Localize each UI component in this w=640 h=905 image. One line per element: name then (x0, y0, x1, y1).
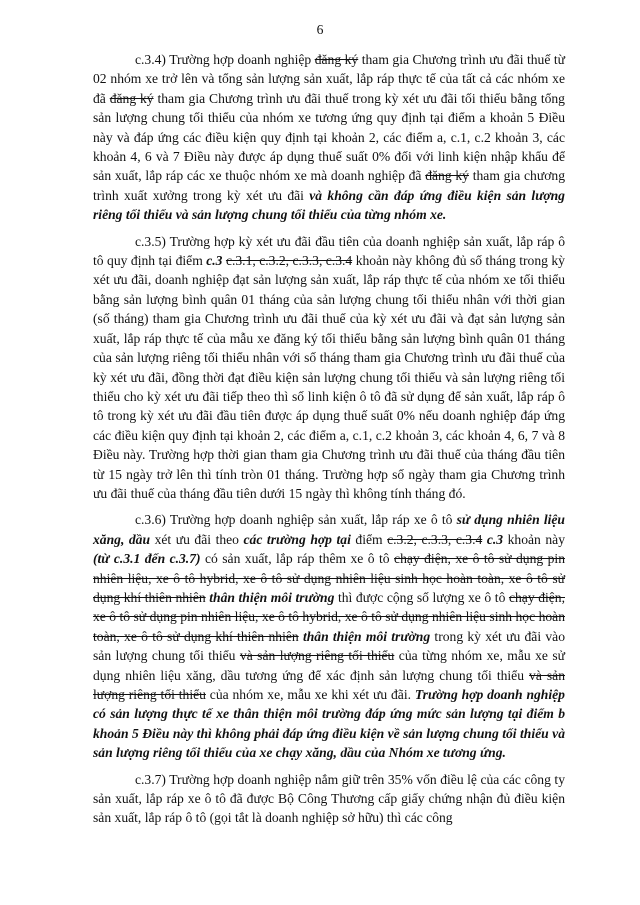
text-run: khoản này không đủ số tháng trong kỳ xét ưu đãi, doanh nghiệp đạt sản lượng sản xuất, lắp ráp thực tế của nhóm xe tối thiểu bằng sản lượng bình quân 01 tháng của sản lượng chung tối thiểu nhân với thời gian (số tháng) tham gia Chương trình ưu đãi thuế của kỳ xét ưu đãi và đạt sản lượng sản xuất, lắp ráp thực tế của mẫu xe đăng ký tối thiểu bằng sản lượng bình quân 01 tháng của sản lượng riêng tối thiểu nhân với số tháng tham gia Chương trình ưu đãi thuế của kỳ xét ưu đãi, đồng thời đạt điều kiện sản lượng chung tối thiểu và sản lượng riêng tối thiểu cho kỳ xét ưu đãi tiếp theo thì số linh kiện ô tô đã sử dụng để sản xuất, lắp ráp ô tô trong kỳ xét ưu đãi đầu tiên được áp dụng thuế suất 0% nếu doanh nghiệp đáp ứng các điều kiện quy định tại khoản 2, các điểm a, c.1, c.2 khoản 3, các khoản 4, 6, 7 và 8 Điều này. Trường hợp thời gian tham gia Chương trình ưu đãi thuế của tháng đầu tiên từ 15 ngày trở lên thì tính tròn 01 tháng. Trường hợp số ngày tham gia Chương trình ưu đãi thuế của tháng đầu tiên dưới 15 ngày thì không tính tháng đó. (93, 253, 565, 501)
bold-italic-text: thân thiện môi trường (302, 628, 431, 644)
struck-text: đăng ký (425, 168, 469, 184)
bold-italic-text: c.3 (206, 253, 223, 269)
text-run: của từng nhóm xe, mẫu xe sử dụng nhiên liệu xăng, dầu tương ứng để xác định sản lượng chung tối thiểu (93, 648, 565, 683)
text-run: thì được cộng số lượng xe ô tô (334, 589, 509, 605)
text-run: tham gia Chương trình ưu đãi thuế từ 02 nhóm xe trở lên và tổng sản lượng sản xuất, lắp ráp thực tế của tất cả các nhóm xe đã (93, 52, 566, 106)
paragraph-c-3-7 (93, 770, 565, 828)
struck-text: c.3.2, c.3.3, c.3.4 (387, 531, 483, 547)
text-run: c.3.7) Trường hợp doanh nghiệp nắm giữ trên 35% vốn điều lệ của các công ty sản xuất, lắp ráp xe ô tô đã được Bộ Công Thương cấp giấy chứng nhận đủ điều kiện sản xuất, lắp ráp ô tô (gọi tắt là doanh nghiệp sở hữu) thì các công (93, 771, 565, 826)
text-run: xét ưu đãi theo (150, 531, 244, 547)
document-body (93, 50, 565, 835)
text-run: có sản xuất, lắp ráp thêm xe ô tô (200, 551, 395, 567)
text-run: tham gia Chương trình ưu đãi thuế trong kỳ xét ưu đãi tối thiểu bằng tổng sản lượng chung tối thiểu của nhóm xe tương ứng quy định tại điểm a khoản 5 Điều này và đáp ứng các điều kiện quy định tại khoản 2, các điểm a, c.1, c.2 khoản 3, các khoản 4, 6 và 7 Điều này được áp dụng thuế suất 0% đối với linh kiện nhập khẩu để sản xuất, lắp ráp các xe thuộc nhóm xe mà doanh nghiệp đã (93, 90, 565, 184)
struck-text: và sản lượng riêng tối thiểu (239, 648, 395, 664)
struck-text: và sản lượng riêng tối thiểu (93, 667, 565, 702)
text-run: điểm (350, 531, 388, 547)
text-run: c.3.4) Trường hợp doanh nghiệp (135, 52, 315, 67)
struck-text: chạy điện, xe ô tô sử dụng pin nhiên liệu, xe ô tô hybrid, xe ô tô sử dụng nhiên liệu sinh học hoàn toàn, xe ô tô sử dụng khí thiên nhiên (93, 551, 565, 605)
bold-italic-text: sử dụng nhiên liệu xăng, dầu (93, 512, 565, 547)
text-run: khoản này (503, 531, 565, 547)
text-run: c.3.6) Trường hợp doanh nghiệp sản xuất, lắp ráp xe ô tô (135, 512, 457, 528)
bold-italic-text: (từ c.3.1 đến c.3.7) (93, 551, 201, 567)
page-number: 6 (316, 22, 324, 37)
bold-italic-text: Trường hợp doanh nghiệp có sản lượng thực tế xe thân thiện môi trường đáp ứng mức sản lượng tại điểm b khoản 5 Điều này thì không phải đáp ứng điều kiện về sản lượng chung tối thiểu và sản lượng riêng tối thiểu của xe chạy xăng, dầu của Nhóm xe tương ứng. (93, 687, 565, 761)
bold-italic-text: c.3 (486, 531, 504, 547)
struck-text: chạy điện, xe ô tô sử dụng pin nhiên liệu, xe ô tô hybrid, xe ô tô sử dụng nhiên liệu sinh học hoàn toàn, xe ô tô sử dụng khí thiên nhiên (93, 589, 565, 644)
paragraph-c-3-4 (93, 50, 565, 225)
text-run: của nhóm xe, mẫu xe khi xét ưu đãi. (205, 687, 415, 702)
paragraph-c-3-6 (93, 510, 565, 762)
bold-italic-text: thân thiện môi trường (209, 589, 335, 605)
text-run: tham gia chương trình xuất xưởng trong kỳ xét ưu đãi (93, 168, 565, 203)
bold-italic-text: và không cần đáp ứng điều kiện sản lượng riêng tối thiểu và sản lượng chung tối thiểu của từng nhóm xe. (93, 187, 565, 223)
text-run: c.3.5) Trường hợp kỳ xét ưu đãi đầu tiên của doanh nghiệp sản xuất, lắp ráp ô tô quy định tại điểm (93, 233, 565, 269)
paragraph-c-3-5 (93, 232, 565, 504)
bold-italic-text: các trường hợp tại (243, 531, 351, 547)
struck-text: đăng ký (314, 52, 359, 67)
text-run: trong kỳ xét ưu đãi vào sản lượng chung tối thiểu (93, 628, 566, 664)
struck-text: đăng ký (109, 90, 154, 106)
struck-text: c.3.1, c.3.2, c.3.3, c.3.4 (225, 253, 353, 269)
